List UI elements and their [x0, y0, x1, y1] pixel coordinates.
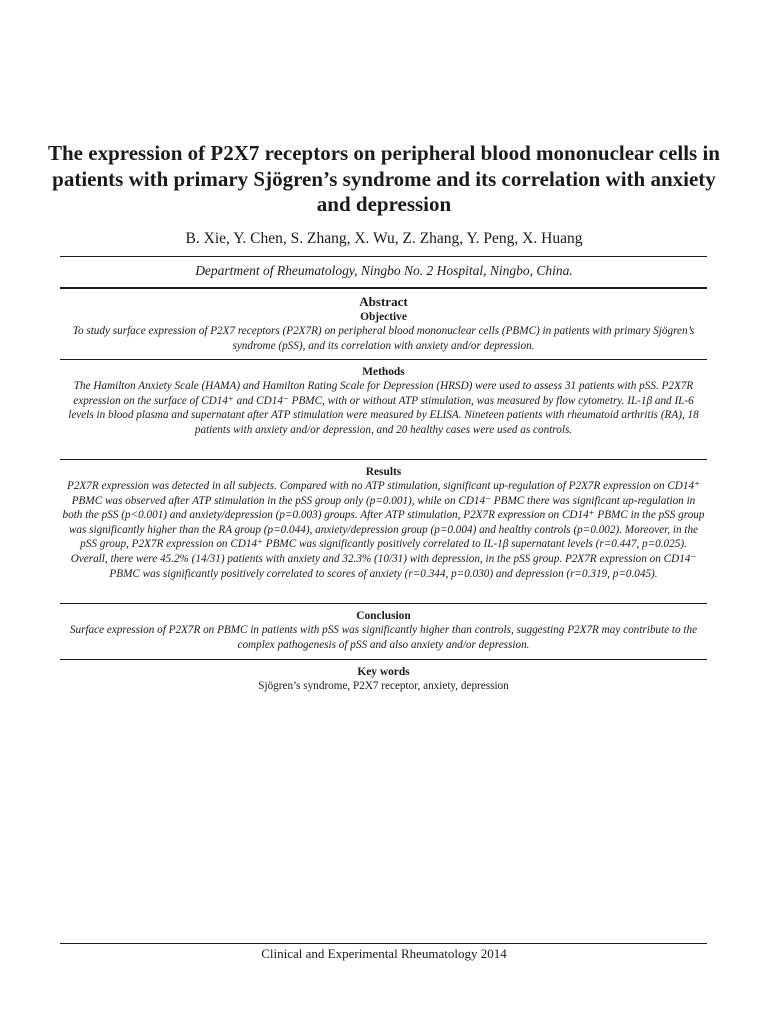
abstract-objective-section	[62, 294, 705, 353]
journal-footer: Clinical and Experimental Rheumatology 2014	[261, 946, 507, 961]
section-divider	[60, 359, 707, 360]
results-section	[62, 465, 705, 581]
keywords-heading: Key words	[357, 666, 410, 678]
section-divider	[60, 659, 707, 660]
methods-text: The Hamilton Anxiety Scale (HAMA) and Hamilton Rating Scale for Depression (HRSD) were used to assess 31 patients with pSS. P2X7R expression on the surface of CD14⁺ and CD14⁻ PBMC, with or without ATP stimulation, was measured by flow cytometry. IL-1β and IL-6 levels in blood plasma and supernatant after ATP stimulation were measured by ELISA. Nineteen patients with rheumatoid arthritis (RA), 18 patients with anxiety and/or depression, and 20 healthy cases were used as controls.	[68, 380, 699, 436]
conclusion-heading: Conclusion	[356, 610, 411, 622]
keywords-text: Sjögren’s syndrome, P2X7 receptor, anxiety, depression	[258, 680, 509, 692]
results-text: P2X7R expression was detected in all subjects. Compared with no ATP stimulation, significant up-regulation of P2X7R expression on CD14⁺ PBMC was observed after ATP stimulation in the pSS group only (p=0.001), while on CD14⁻ PBMC there was significant up-regulation in both the pSS (p<0.001) and anxiety/depression (p=0.003) groups. After ATP stimulation, P2X7R expression on CD14⁺ PBMC in the pSS group was significantly higher than the RA group (p=0.044), anxiety/depression group (p=0.004) and healthy controls (p=0.002). Moreover, in the pSS group, P2X7R expression on CD14⁺ PBMC was significantly positively correlated to IL-1β supernatant levels (r=0.447, p=0.025). Overall, there were 45.2% (14/31) patients with anxiety and 32.3% (10/31) with depression, in the pSS group. P2X7R expression on CD14⁻ PBMC was significantly positively correlated to scores of anxiety (r=0.344, p=0.030) and depression (r=0.319, p=0.045).	[62, 480, 705, 580]
conclusion-section	[62, 609, 705, 652]
paper-title: The expression of P2X7 receptors on peripheral blood mononuclear cells in patients with primary Sjögren’s syndrome and its correlation with anxiety and depression	[48, 141, 720, 216]
affiliation: Department of Rheumatology, Ningbo No. 2 Hospital, Ningbo, China.	[195, 263, 573, 278]
keywords-section	[62, 665, 705, 694]
author-list: B. Xie, Y. Chen, S. Zhang, X. Wu, Z. Zhang, Y. Peng, X. Huang	[185, 230, 583, 247]
conclusion-text: Surface expression of P2X7R on PBMC in patients with pSS was significantly higher than controls, suggesting P2X7R may contribute to the complex pathogenesis of pSS and also anxiety and/or depression.	[69, 624, 698, 651]
results-heading: Results	[365, 466, 402, 478]
abstract-heading: Abstract	[359, 294, 408, 309]
section-divider	[60, 459, 707, 460]
methods-heading: Methods	[362, 366, 405, 378]
rule-thick-top	[60, 287, 707, 289]
methods-section	[62, 365, 705, 437]
footer-rule	[60, 943, 707, 944]
section-divider	[60, 603, 707, 604]
objective-text: To study surface expression of P2X7 receptors (P2X7R) on peripheral blood mononuclear cells (PBMC) in patients with primary Sjögren’s syndrome (pSS), and its correlation with anxiety and/or depression.	[72, 325, 695, 352]
objective-heading: Objective	[360, 311, 407, 323]
rule-under-authors	[60, 256, 707, 257]
